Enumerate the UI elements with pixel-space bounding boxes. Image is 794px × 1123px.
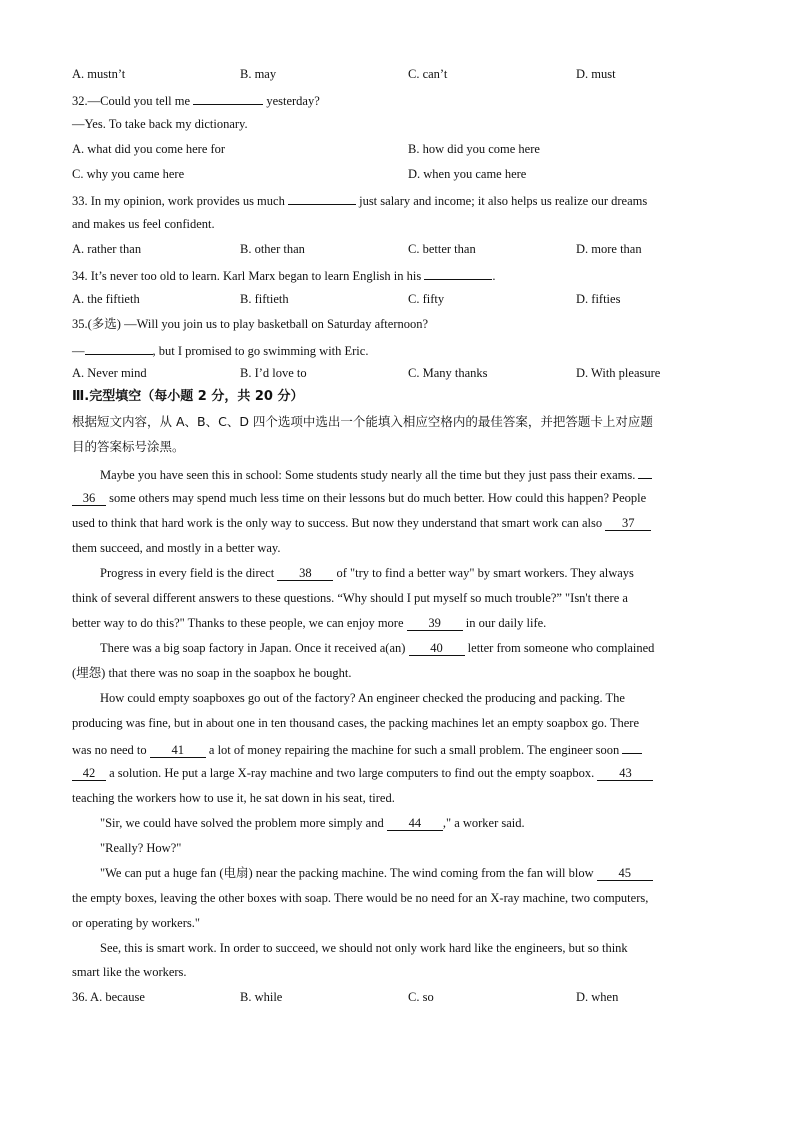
p5-line xyxy=(100,815,525,831)
p1-text-3: used to think that hard work is the only way to success. But now they understand that smart work can also xyxy=(72,516,603,530)
p4-line-4 xyxy=(72,765,653,781)
p2-text-3a: better way to do this?" Thanks to these people, we can enjoy more xyxy=(72,616,404,630)
p7-line-2: the empty boxes, leaving the other boxes with soap. There would be no need for an X-ray machine, two computers, xyxy=(72,891,649,905)
q34-option-b: B. fiftieth xyxy=(240,292,289,306)
p3-line-1 xyxy=(100,640,654,656)
q35-option-d: D. With pleasure xyxy=(576,366,661,380)
q34-blank xyxy=(424,266,492,280)
q33-option-c: C. better than xyxy=(408,242,476,256)
q35-option-b: B. I’d love to xyxy=(240,366,307,380)
p2-text-1b: of "try to find a better way" by smart workers. They always xyxy=(336,566,634,580)
q31-option-d: D. must xyxy=(576,67,616,81)
p1-line-2 xyxy=(72,490,646,506)
q32-option-a: A. what did you come here for xyxy=(72,142,226,156)
q34-stem xyxy=(72,266,495,284)
blank-37: 37 xyxy=(605,516,651,531)
p2-line-2: think of several different answers to these questions. “Why should I put myself so much trouble?” "Isn't there a xyxy=(72,591,628,605)
q34-option-d: D. fifties xyxy=(576,292,621,306)
q35-blank xyxy=(85,341,153,355)
q32-stem-text: 32.—Could you tell me xyxy=(72,94,191,108)
p8-line-2: smart like the workers. xyxy=(72,965,187,979)
p1-text-2: some others may spend much less time on their lessons but do much better. How could this happen? People xyxy=(109,491,647,505)
blank-43: 43 xyxy=(597,766,653,781)
q35-reply-text: , but I promised to go swimming with Eric. xyxy=(152,344,369,358)
section-title: Ⅲ.完型填空（每小题 2 分，共 20 分） xyxy=(72,389,304,404)
q34-stem-end: . xyxy=(492,269,496,283)
q32-stem-end: yesterday? xyxy=(266,94,320,108)
section-instruction-1: 根据短文内容，从 A、B、C、D 四个选项中选出一个能填入相应空格内的最佳答案，并把答题卡上对应题 xyxy=(72,414,653,429)
q36-option-c: C. so xyxy=(408,990,434,1004)
p4-text-3b: a lot of money repairing the machine for such a small problem. The engineer soon xyxy=(208,743,620,757)
p4-line-2: producing was fine, but in about one in ten thousand cases, the packing machines let an empty soapbox go. There xyxy=(72,716,639,730)
p4-text-4a: a solution. He put a large X-ray machine and two large computers to find out the empty soapbox. xyxy=(109,766,595,780)
p3-text-1a: There was a big soap factory in Japan. Once it received a(an) xyxy=(100,641,406,655)
p5-text-b: ," a worker said. xyxy=(442,816,525,830)
p4-line-3 xyxy=(72,740,642,758)
p2-text-1a: Progress in every field is the direct xyxy=(100,566,275,580)
q33-stem-text: 33. In my opinion, work provides us much xyxy=(72,194,285,208)
q31-option-b: B. may xyxy=(240,67,277,81)
q32-reply: —Yes. To take back my dictionary. xyxy=(72,117,248,131)
q32-option-b: B. how did you come here xyxy=(408,142,540,156)
blank-44: 44 xyxy=(387,816,443,831)
blank-36: 36 xyxy=(72,491,106,506)
p7-text-1a: "We can put a huge fan (电扇) near the packing machine. The wind coming from the fan will blow xyxy=(100,866,594,880)
p2-text-3b: in our daily life. xyxy=(465,616,547,630)
blank-39: 39 xyxy=(407,616,463,631)
q33-option-b: B. other than xyxy=(240,242,305,256)
q33-stem-cont: and makes us feel confident. xyxy=(72,217,215,231)
q35-option-c: C. Many thanks xyxy=(408,366,488,380)
p2-line-3 xyxy=(72,615,546,631)
p6-line: "Really? How?" xyxy=(100,841,182,855)
p1-line-4: them succeed, and mostly in a better way. xyxy=(72,541,281,555)
blank-41: 41 xyxy=(150,743,206,758)
blank-45: 45 xyxy=(597,866,653,881)
p3-text-1b: letter from someone who complained xyxy=(467,641,655,655)
q35-reply-dash: — xyxy=(72,344,85,358)
p1-text-1: Maybe you have seen this in school: Some students study nearly all the time but they just pass their exams. xyxy=(100,468,636,482)
blank-42-start xyxy=(622,740,642,754)
q35-reply xyxy=(72,341,368,359)
p7-line-3: or operating by workers." xyxy=(72,916,200,930)
q32-stem xyxy=(72,91,320,109)
blank-40: 40 xyxy=(409,641,465,656)
p3-line-2: (埋怨) that there was no soap in the soapbox he bought. xyxy=(72,666,352,680)
q31-option-a: A. mustn’t xyxy=(72,67,126,81)
q36-option-a: 36. A. because xyxy=(72,990,145,1004)
section-instruction-2: 目的答案标号涂黑。 xyxy=(72,439,185,454)
blank-36-start xyxy=(638,465,652,479)
p1-line-3 xyxy=(72,515,651,531)
q35-option-a: A. Never mind xyxy=(72,366,147,380)
p4-line-5: teaching the workers how to use it, he sat down in his seat, tired. xyxy=(72,791,395,805)
q32-option-c: C. why you came here xyxy=(72,167,185,181)
q33-stem-end: just salary and income; it also helps us realize our dreams xyxy=(359,194,648,208)
q35-stem: 35.(多选) —Will you join us to play basketball on Saturday afternoon? xyxy=(72,317,429,331)
p7-line-1 xyxy=(100,865,653,881)
p8-line-1: See, this is smart work. In order to succeed, we should not only work hard like the engineers, but so think xyxy=(100,941,628,955)
p4-line-1: How could empty soapboxes go out of the factory? An engineer checked the producing and packing. The xyxy=(100,691,625,705)
q34-option-c: C. fifty xyxy=(408,292,445,306)
p4-text-3a: was no need to xyxy=(72,743,147,757)
q33-blank xyxy=(288,191,356,205)
p2-line-1 xyxy=(100,565,634,581)
q36-option-b: B. while xyxy=(240,990,283,1004)
p1-line-1 xyxy=(100,465,652,483)
q34-option-a: A. the fiftieth xyxy=(72,292,140,306)
blank-38: 38 xyxy=(277,566,333,581)
q33-option-d: D. more than xyxy=(576,242,642,256)
blank-42: 42 xyxy=(72,766,106,781)
q32-blank xyxy=(193,91,263,105)
q36-option-d: D. when xyxy=(576,990,619,1004)
q33-stem xyxy=(72,191,647,209)
q32-option-d: D. when you came here xyxy=(408,167,527,181)
p5-text-a: "Sir, we could have solved the problem more simply and xyxy=(100,816,384,830)
q33-option-a: A. rather than xyxy=(72,242,142,256)
q31-option-c: C. can’t xyxy=(408,67,448,81)
q34-stem-text: 34. It’s never too old to learn. Karl Marx began to learn English in his xyxy=(72,269,422,283)
